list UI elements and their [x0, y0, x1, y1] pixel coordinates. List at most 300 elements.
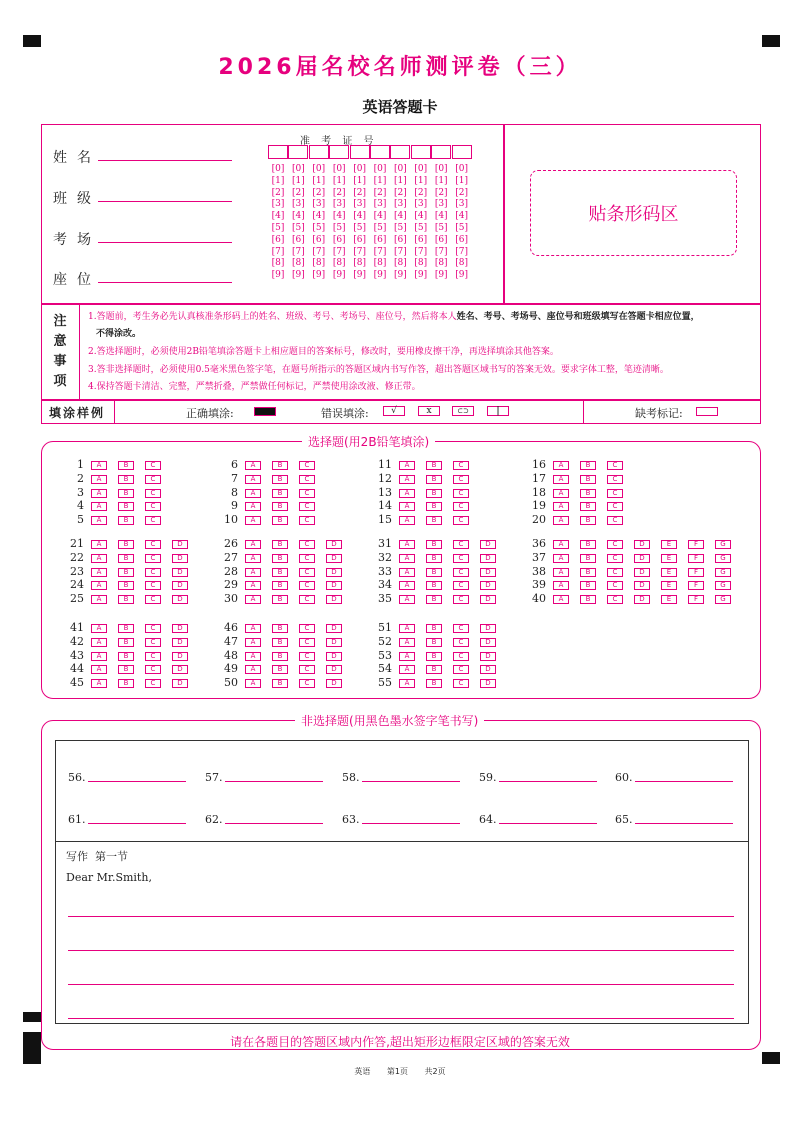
admission-digit-option[interactable]: [9]	[353, 270, 366, 281]
answer-bubble-c[interactable]: C	[607, 516, 623, 525]
admission-digit-box[interactable]	[452, 145, 472, 159]
blank-answer-line[interactable]	[499, 781, 597, 782]
answer-bubble-g[interactable]: G	[715, 568, 731, 577]
answer-bubble-b[interactable]: B	[580, 595, 596, 604]
admission-digit-option[interactable]: [0]	[373, 164, 387, 174]
answer-bubble-d[interactable]: D	[480, 595, 496, 604]
admission-digit-option[interactable]: [1]	[292, 175, 305, 186]
answer-bubble-b[interactable]: B	[118, 489, 134, 498]
answer-bubble-b[interactable]: B	[118, 568, 134, 577]
admission-digit-option[interactable]: [5]	[414, 223, 428, 233]
answer-bubble-d[interactable]: D	[172, 595, 188, 604]
admission-digit-option[interactable]: [6]	[271, 234, 285, 245]
answer-bubble-c[interactable]: C	[607, 502, 623, 511]
admission-digit-option[interactable]: [3]	[414, 199, 428, 210]
answer-bubble-g[interactable]: G	[715, 581, 731, 590]
answer-bubble-c[interactable]: C	[607, 554, 623, 563]
answer-bubble-b[interactable]: B	[118, 679, 134, 688]
answer-bubble-a[interactable]: A	[91, 665, 107, 674]
admission-digit-option[interactable]: [4]	[312, 211, 326, 222]
answer-bubble-c[interactable]: C	[145, 502, 161, 511]
answer-bubble-b[interactable]: B	[118, 624, 134, 633]
answer-bubble-b[interactable]: B	[118, 540, 134, 549]
answer-bubble-b[interactable]: B	[272, 595, 288, 604]
answer-bubble-b[interactable]: B	[426, 679, 442, 688]
admission-digit-option[interactable]: [2]	[394, 187, 407, 198]
blank-answer-line[interactable]	[362, 823, 460, 824]
admission-digit-option[interactable]: [7]	[271, 246, 285, 257]
answer-bubble-a[interactable]: A	[91, 624, 107, 633]
answer-bubble-b[interactable]: B	[118, 502, 134, 511]
admission-digit-option[interactable]: [1]	[271, 175, 285, 186]
answer-bubble-c[interactable]: C	[453, 568, 469, 577]
answer-bubble-c[interactable]: C	[453, 624, 469, 633]
answer-bubble-b[interactable]: B	[118, 554, 134, 563]
answer-bubble-c[interactable]: C	[145, 665, 161, 674]
answer-bubble-d[interactable]: D	[326, 540, 342, 549]
answer-bubble-c[interactable]: C	[145, 638, 161, 647]
admission-digit-option[interactable]: [3]	[332, 199, 346, 210]
answer-bubble-a[interactable]: A	[245, 638, 261, 647]
admission-digit-option[interactable]: [1]	[353, 175, 366, 186]
answer-bubble-c[interactable]: C	[145, 554, 161, 563]
answer-bubble-a[interactable]: A	[399, 516, 415, 525]
admission-digit-option[interactable]: [7]	[312, 246, 326, 257]
answer-bubble-f[interactable]: F	[688, 554, 704, 563]
admission-digit-option[interactable]: [0]	[434, 164, 448, 174]
answer-bubble-a[interactable]: A	[399, 679, 415, 688]
admission-digit-option[interactable]: [7]	[414, 246, 428, 257]
admission-digit-option[interactable]: [6]	[394, 234, 407, 245]
admission-digit-option[interactable]: [1]	[434, 175, 448, 186]
admission-digit-option[interactable]: [6]	[332, 234, 346, 245]
answer-bubble-b[interactable]: B	[426, 652, 442, 661]
blank-answer-line[interactable]	[362, 781, 460, 782]
answer-bubble-c[interactable]: C	[299, 652, 315, 661]
answer-bubble-d[interactable]: D	[172, 638, 188, 647]
answer-bubble-c[interactable]: C	[299, 595, 315, 604]
admission-digit-option[interactable]: [4]	[353, 211, 366, 222]
blank-answer-line[interactable]	[88, 823, 186, 824]
answer-bubble-a[interactable]: A	[245, 624, 261, 633]
answer-bubble-a[interactable]: A	[399, 624, 415, 633]
answer-bubble-a[interactable]: A	[245, 489, 261, 498]
blank-answer-line[interactable]	[635, 781, 733, 782]
answer-bubble-e[interactable]: E	[661, 595, 677, 604]
answer-bubble-d[interactable]: D	[172, 554, 188, 563]
answer-bubble-c[interactable]: C	[299, 568, 315, 577]
admission-digit-option[interactable]: [9]	[271, 270, 285, 281]
admission-digit-option[interactable]: [2]	[292, 187, 305, 198]
answer-bubble-b[interactable]: B	[118, 665, 134, 674]
answer-bubble-c[interactable]: C	[145, 516, 161, 525]
admission-digit-option[interactable]: [7]	[373, 246, 387, 257]
admission-digit-option[interactable]: [3]	[455, 199, 468, 210]
answer-bubble-a[interactable]: A	[91, 461, 107, 470]
answer-bubble-b[interactable]: B	[118, 461, 134, 470]
admission-digit-option[interactable]: [5]	[434, 223, 448, 233]
admission-digit-option[interactable]: [8]	[394, 258, 407, 269]
answer-bubble-c[interactable]: C	[145, 568, 161, 577]
admission-digit-option[interactable]: [9]	[332, 270, 346, 281]
answer-bubble-c[interactable]: C	[299, 581, 315, 590]
answer-bubble-a[interactable]: A	[399, 489, 415, 498]
answer-bubble-d[interactable]: D	[326, 652, 342, 661]
admission-digit-option[interactable]: [6]	[373, 234, 387, 245]
admission-digit-option[interactable]: [2]	[434, 187, 448, 198]
writing-line[interactable]	[68, 950, 734, 951]
answer-bubble-a[interactable]: A	[91, 568, 107, 577]
admission-digit-option[interactable]: [6]	[353, 234, 366, 245]
admission-digit-option[interactable]: [0]	[271, 164, 285, 174]
answer-bubble-a[interactable]: A	[245, 581, 261, 590]
answer-bubble-a[interactable]: A	[245, 502, 261, 511]
admission-digit-option[interactable]: [4]	[394, 211, 407, 222]
answer-bubble-c[interactable]: C	[299, 489, 315, 498]
answer-bubble-a[interactable]: A	[399, 581, 415, 590]
admission-digit-option[interactable]: [1]	[394, 175, 407, 186]
answer-bubble-c[interactable]: C	[607, 568, 623, 577]
answer-bubble-a[interactable]: A	[399, 461, 415, 470]
answer-bubble-c[interactable]: C	[299, 679, 315, 688]
answer-bubble-a[interactable]: A	[553, 502, 569, 511]
admission-digit-option[interactable]: [4]	[292, 211, 305, 222]
admission-digit-option[interactable]: [7]	[434, 246, 448, 257]
answer-bubble-a[interactable]: A	[553, 554, 569, 563]
answer-bubble-a[interactable]: A	[91, 554, 107, 563]
answer-bubble-b[interactable]: B	[426, 461, 442, 470]
answer-bubble-a[interactable]: A	[91, 652, 107, 661]
answer-bubble-g[interactable]: G	[715, 595, 731, 604]
answer-bubble-a[interactable]: A	[245, 665, 261, 674]
admission-digit-option[interactable]: [7]	[455, 246, 468, 257]
answer-bubble-c[interactable]: C	[299, 624, 315, 633]
answer-bubble-c[interactable]: C	[453, 595, 469, 604]
blank-answer-line[interactable]	[225, 823, 323, 824]
admission-digit-option[interactable]: [5]	[394, 223, 407, 233]
answer-bubble-b[interactable]: B	[272, 581, 288, 590]
answer-bubble-b[interactable]: B	[580, 540, 596, 549]
admission-digit-option[interactable]: [3]	[312, 199, 326, 210]
answer-bubble-c[interactable]: C	[607, 475, 623, 484]
admission-digit-option[interactable]: [1]	[455, 175, 468, 186]
answer-bubble-c[interactable]: C	[299, 540, 315, 549]
answer-bubble-a[interactable]: A	[553, 516, 569, 525]
admission-digit-option[interactable]: [5]	[271, 223, 285, 233]
answer-bubble-a[interactable]: A	[245, 461, 261, 470]
answer-bubble-c[interactable]: C	[453, 489, 469, 498]
admission-digit-option[interactable]: [2]	[312, 187, 326, 198]
answer-bubble-d[interactable]: D	[326, 581, 342, 590]
answer-bubble-b[interactable]: B	[580, 461, 596, 470]
admission-digit-option[interactable]: [6]	[312, 234, 326, 245]
blank-answer-line[interactable]	[88, 781, 186, 782]
answer-bubble-d[interactable]: D	[634, 581, 650, 590]
admission-digit-option[interactable]: [9]	[434, 270, 448, 281]
admission-digit-option[interactable]: [5]	[292, 223, 305, 233]
admission-digit-option[interactable]: [1]	[312, 175, 326, 186]
answer-bubble-b[interactable]: B	[118, 581, 134, 590]
answer-bubble-d[interactable]: D	[634, 554, 650, 563]
answer-bubble-b[interactable]: B	[580, 554, 596, 563]
admission-digit-option[interactable]: [5]	[312, 223, 326, 233]
admission-digit-option[interactable]: [8]	[332, 258, 346, 269]
admission-digit-box[interactable]	[288, 145, 308, 159]
answer-bubble-d[interactable]: D	[480, 540, 496, 549]
field-line-name[interactable]	[98, 160, 232, 161]
answer-bubble-c[interactable]: C	[299, 638, 315, 647]
answer-bubble-a[interactable]: A	[91, 516, 107, 525]
admission-digit-option[interactable]: [3]	[292, 199, 305, 210]
answer-bubble-b[interactable]: B	[426, 516, 442, 525]
answer-bubble-d[interactable]: D	[172, 679, 188, 688]
answer-bubble-a[interactable]: A	[245, 516, 261, 525]
answer-bubble-b[interactable]: B	[580, 516, 596, 525]
answer-bubble-a[interactable]: A	[91, 679, 107, 688]
answer-bubble-a[interactable]: A	[245, 652, 261, 661]
admission-digit-option[interactable]: [6]	[292, 234, 305, 245]
answer-bubble-c[interactable]: C	[607, 595, 623, 604]
answer-bubble-b[interactable]: B	[272, 665, 288, 674]
answer-bubble-b[interactable]: B	[272, 489, 288, 498]
answer-bubble-c[interactable]: C	[145, 679, 161, 688]
answer-bubble-c[interactable]: C	[145, 475, 161, 484]
admission-digit-box[interactable]	[309, 145, 329, 159]
answer-bubble-b[interactable]: B	[272, 475, 288, 484]
answer-bubble-b[interactable]: B	[118, 652, 134, 661]
answer-bubble-a[interactable]: A	[399, 665, 415, 674]
admission-digit-option[interactable]: [3]	[353, 199, 366, 210]
admission-digit-option[interactable]: [2]	[271, 187, 285, 198]
answer-bubble-b[interactable]: B	[272, 652, 288, 661]
answer-bubble-a[interactable]: A	[553, 461, 569, 470]
answer-bubble-a[interactable]: A	[245, 554, 261, 563]
admission-digit-option[interactable]: [5]	[373, 223, 387, 233]
answer-bubble-c[interactable]: C	[299, 475, 315, 484]
admission-digit-box[interactable]	[329, 145, 349, 159]
answer-bubble-f[interactable]: F	[688, 581, 704, 590]
admission-digit-option[interactable]: [6]	[414, 234, 428, 245]
answer-bubble-c[interactable]: C	[299, 502, 315, 511]
answer-bubble-d[interactable]: D	[172, 540, 188, 549]
answer-bubble-c[interactable]: C	[145, 461, 161, 470]
answer-bubble-e[interactable]: E	[661, 568, 677, 577]
answer-bubble-c[interactable]: C	[453, 665, 469, 674]
admission-digit-option[interactable]: [9]	[312, 270, 326, 281]
admission-digit-option[interactable]: [9]	[373, 270, 387, 281]
admission-digit-option[interactable]: [1]	[373, 175, 387, 186]
answer-bubble-b[interactable]: B	[580, 475, 596, 484]
admission-digit-option[interactable]: [8]	[353, 258, 366, 269]
answer-bubble-a[interactable]: A	[91, 502, 107, 511]
answer-bubble-b[interactable]: B	[426, 475, 442, 484]
answer-bubble-d[interactable]: D	[480, 581, 496, 590]
admission-digit-option[interactable]: [8]	[312, 258, 326, 269]
answer-bubble-c[interactable]: C	[299, 516, 315, 525]
answer-bubble-a[interactable]: A	[91, 489, 107, 498]
answer-bubble-c[interactable]: C	[453, 581, 469, 590]
answer-bubble-c[interactable]: C	[145, 624, 161, 633]
blank-answer-line[interactable]	[499, 823, 597, 824]
answer-bubble-d[interactable]: D	[634, 595, 650, 604]
admission-digit-option[interactable]: [9]	[455, 270, 468, 281]
answer-bubble-c[interactable]: C	[607, 461, 623, 470]
admission-digit-option[interactable]: [0]	[332, 164, 346, 174]
answer-bubble-a[interactable]: A	[399, 638, 415, 647]
answer-bubble-a[interactable]: A	[91, 595, 107, 604]
answer-bubble-d[interactable]: D	[172, 624, 188, 633]
answer-bubble-a[interactable]: A	[399, 554, 415, 563]
answer-bubble-c[interactable]: C	[453, 540, 469, 549]
answer-bubble-d[interactable]: D	[480, 665, 496, 674]
answer-bubble-d[interactable]: D	[172, 652, 188, 661]
admission-digit-box[interactable]	[350, 145, 370, 159]
admission-digit-option[interactable]: [0]	[353, 164, 366, 174]
admission-digit-option[interactable]: [2]	[373, 187, 387, 198]
admission-digit-option[interactable]: [2]	[414, 187, 428, 198]
admission-digit-option[interactable]: [2]	[353, 187, 366, 198]
blank-answer-line[interactable]	[635, 823, 733, 824]
answer-bubble-c[interactable]: C	[607, 489, 623, 498]
answer-bubble-f[interactable]: F	[688, 568, 704, 577]
answer-bubble-c[interactable]: C	[145, 489, 161, 498]
answer-bubble-c[interactable]: C	[453, 475, 469, 484]
answer-bubble-a[interactable]: A	[553, 540, 569, 549]
answer-bubble-d[interactable]: D	[326, 595, 342, 604]
answer-bubble-b[interactable]: B	[426, 638, 442, 647]
answer-bubble-d[interactable]: D	[172, 581, 188, 590]
admission-digit-option[interactable]: [8]	[414, 258, 428, 269]
answer-bubble-b[interactable]: B	[426, 581, 442, 590]
admission-digit-option[interactable]: [8]	[434, 258, 448, 269]
answer-bubble-e[interactable]: E	[661, 554, 677, 563]
admission-digit-box[interactable]	[268, 145, 288, 159]
admission-digit-option[interactable]: [1]	[332, 175, 346, 186]
answer-bubble-b[interactable]: B	[272, 540, 288, 549]
admission-digit-option[interactable]: [6]	[455, 234, 468, 245]
answer-bubble-c[interactable]: C	[299, 461, 315, 470]
answer-bubble-b[interactable]: B	[272, 638, 288, 647]
admission-digit-option[interactable]: [4]	[434, 211, 448, 222]
writing-line[interactable]	[68, 916, 734, 917]
answer-bubble-c[interactable]: C	[145, 581, 161, 590]
answer-bubble-b[interactable]: B	[118, 638, 134, 647]
answer-bubble-d[interactable]: D	[480, 568, 496, 577]
admission-digit-option[interactable]: [0]	[312, 164, 326, 174]
answer-bubble-g[interactable]: G	[715, 554, 731, 563]
admission-digit-option[interactable]: [3]	[394, 199, 407, 210]
field-line-class[interactable]	[98, 201, 232, 202]
answer-bubble-b[interactable]: B	[272, 624, 288, 633]
answer-bubble-d[interactable]: D	[634, 540, 650, 549]
admission-digit-option[interactable]: [0]	[394, 164, 407, 174]
answer-bubble-b[interactable]: B	[426, 502, 442, 511]
answer-bubble-d[interactable]: D	[326, 568, 342, 577]
admission-digit-option[interactable]: [7]	[332, 246, 346, 257]
answer-bubble-g[interactable]: G	[715, 540, 731, 549]
answer-bubble-d[interactable]: D	[480, 679, 496, 688]
answer-bubble-b[interactable]: B	[118, 595, 134, 604]
answer-bubble-b[interactable]: B	[580, 502, 596, 511]
answer-bubble-b[interactable]: B	[272, 461, 288, 470]
admission-digit-option[interactable]: [8]	[455, 258, 468, 269]
writing-line[interactable]	[68, 1018, 734, 1019]
answer-bubble-b[interactable]: B	[580, 568, 596, 577]
admission-digit-option[interactable]: [7]	[353, 246, 366, 257]
answer-bubble-a[interactable]: A	[91, 540, 107, 549]
answer-bubble-a[interactable]: A	[91, 638, 107, 647]
admission-digit-box[interactable]	[390, 145, 410, 159]
answer-bubble-c[interactable]: C	[607, 540, 623, 549]
answer-bubble-b[interactable]: B	[118, 475, 134, 484]
answer-bubble-a[interactable]: A	[245, 540, 261, 549]
answer-bubble-d[interactable]: D	[480, 624, 496, 633]
answer-bubble-c[interactable]: C	[453, 679, 469, 688]
answer-bubble-b[interactable]: B	[118, 516, 134, 525]
answer-bubble-a[interactable]: A	[399, 595, 415, 604]
admission-digit-option[interactable]: [5]	[455, 223, 468, 233]
answer-bubble-d[interactable]: D	[634, 568, 650, 577]
answer-bubble-a[interactable]: A	[553, 595, 569, 604]
admission-digit-option[interactable]: [4]	[455, 211, 468, 222]
admission-digit-option[interactable]: [9]	[414, 270, 428, 281]
answer-bubble-d[interactable]: D	[480, 638, 496, 647]
answer-bubble-a[interactable]: A	[245, 679, 261, 688]
admission-digit-option[interactable]: [8]	[373, 258, 387, 269]
answer-bubble-c[interactable]: C	[607, 581, 623, 590]
answer-bubble-f[interactable]: F	[688, 540, 704, 549]
answer-bubble-c[interactable]: C	[453, 652, 469, 661]
answer-bubble-b[interactable]: B	[426, 540, 442, 549]
admission-digit-option[interactable]: [4]	[271, 211, 285, 222]
field-line-room[interactable]	[98, 242, 232, 243]
answer-bubble-a[interactable]: A	[399, 502, 415, 511]
answer-bubble-a[interactable]: A	[399, 475, 415, 484]
answer-bubble-a[interactable]: A	[553, 475, 569, 484]
admission-digit-option[interactable]: [8]	[271, 258, 285, 269]
admission-digit-box[interactable]	[370, 145, 390, 159]
answer-bubble-a[interactable]: A	[91, 581, 107, 590]
answer-bubble-c[interactable]: C	[453, 502, 469, 511]
answer-bubble-c[interactable]: C	[145, 540, 161, 549]
answer-bubble-c[interactable]: C	[453, 554, 469, 563]
absent-mark-box[interactable]	[696, 407, 718, 416]
answer-bubble-d[interactable]: D	[326, 665, 342, 674]
answer-bubble-b[interactable]: B	[426, 568, 442, 577]
answer-bubble-a[interactable]: A	[553, 489, 569, 498]
answer-bubble-c[interactable]: C	[145, 652, 161, 661]
answer-bubble-a[interactable]: A	[245, 568, 261, 577]
answer-bubble-b[interactable]: B	[272, 679, 288, 688]
answer-bubble-d[interactable]: D	[326, 679, 342, 688]
answer-bubble-d[interactable]: D	[480, 652, 496, 661]
admission-digit-option[interactable]: [6]	[434, 234, 448, 245]
admission-digit-option[interactable]: [0]	[414, 164, 428, 174]
answer-bubble-a[interactable]: A	[553, 581, 569, 590]
answer-bubble-a[interactable]: A	[553, 568, 569, 577]
admission-digit-option[interactable]: [3]	[373, 199, 387, 210]
answer-bubble-c[interactable]: C	[299, 554, 315, 563]
admission-digit-option[interactable]: [0]	[455, 164, 468, 174]
answer-bubble-b[interactable]: B	[426, 489, 442, 498]
answer-bubble-d[interactable]: D	[172, 568, 188, 577]
answer-bubble-c[interactable]: C	[453, 516, 469, 525]
answer-bubble-a[interactable]: A	[399, 652, 415, 661]
admission-digit-option[interactable]: [4]	[373, 211, 387, 222]
admission-digit-option[interactable]: [5]	[353, 223, 366, 233]
admission-digit-option[interactable]: [4]	[414, 211, 428, 222]
writing-line[interactable]	[68, 984, 734, 985]
